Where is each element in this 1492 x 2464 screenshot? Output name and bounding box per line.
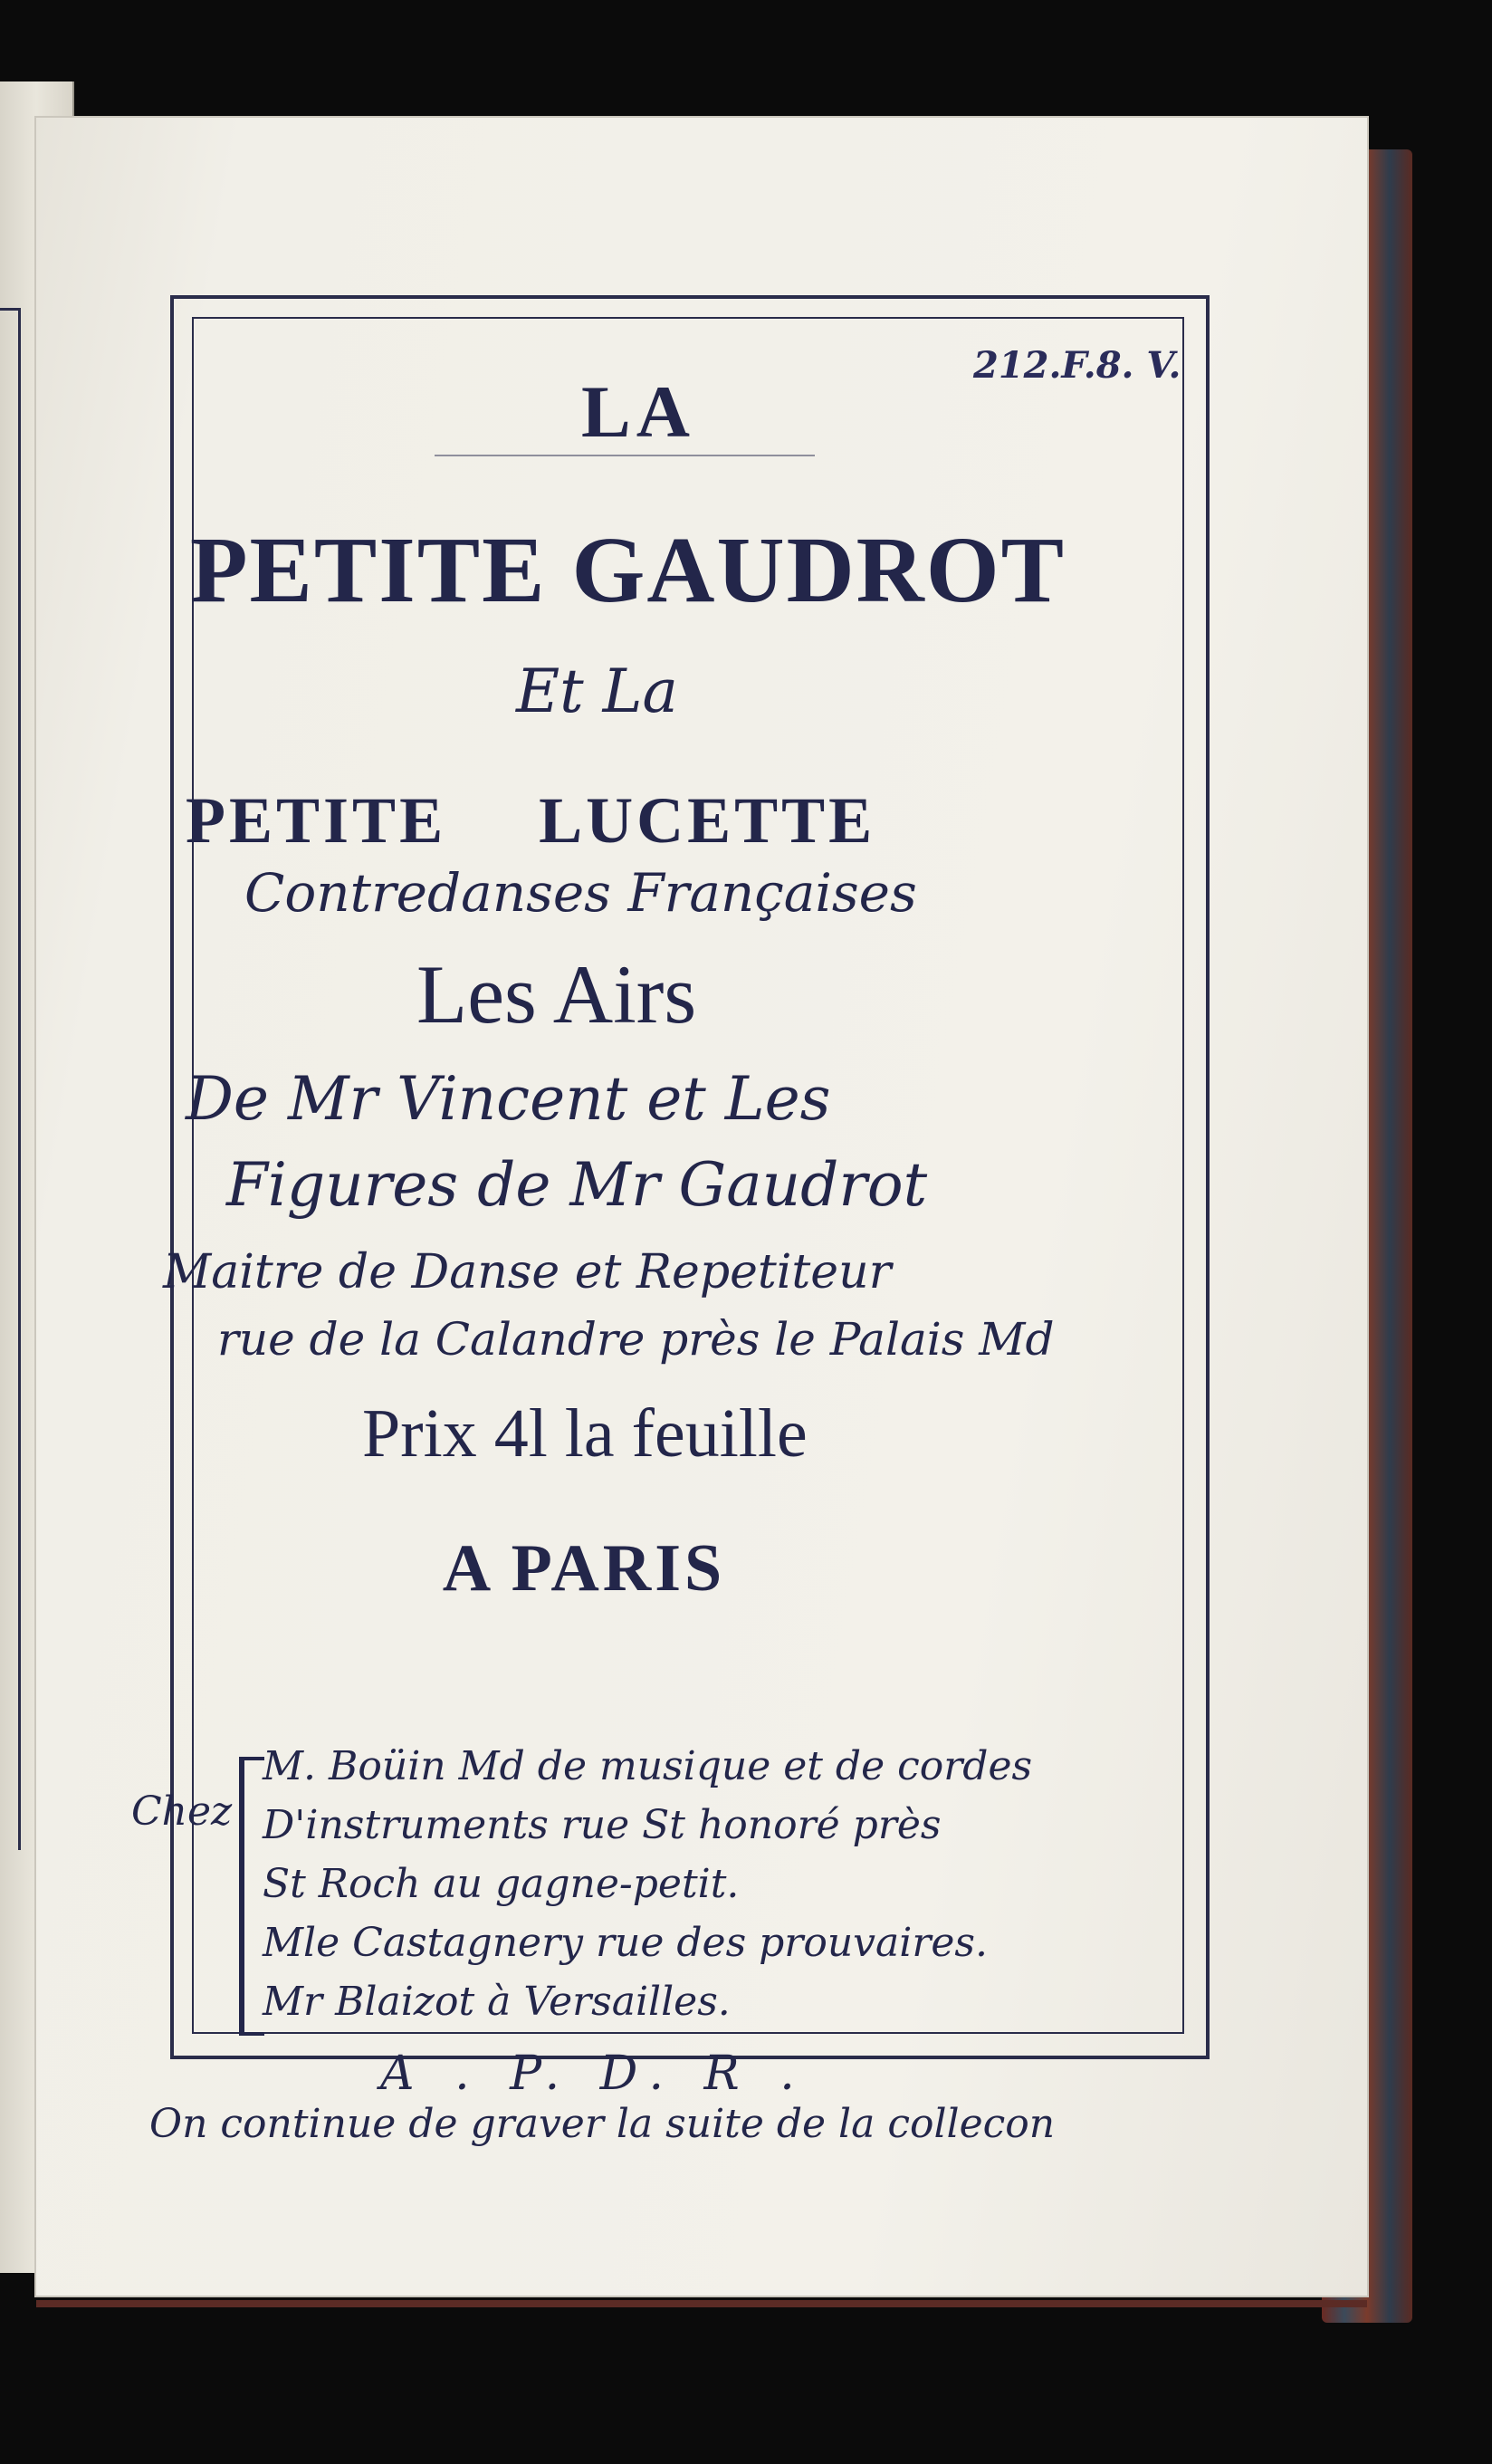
sellers-bracket bbox=[239, 1757, 264, 2036]
seller-line: St Roch au gagne-petit. bbox=[263, 1861, 740, 1907]
title-petite-lucette: PETITE LUCETTE bbox=[186, 784, 876, 857]
sellers-chez: Chez bbox=[131, 1788, 233, 1835]
title-page bbox=[36, 118, 1367, 2296]
price: Prix 4l la feuille bbox=[362, 1395, 808, 1472]
seller-line: Mr Blaizot à Versailles. bbox=[263, 1979, 731, 2025]
credit-address: rue de la Calandre près le Palais Md bbox=[217, 1313, 1055, 1366]
credit-maitre: Maitre de Danse et Repetiteur bbox=[163, 1245, 892, 1299]
subtitle-contredanses: Contredanses Françaises bbox=[244, 862, 917, 924]
place-paris: A PARIS bbox=[442, 1531, 726, 1606]
guide-rule bbox=[435, 455, 815, 456]
privilege: A . P. D. R . bbox=[380, 2047, 808, 2101]
les-airs: Les Airs bbox=[416, 948, 697, 1040]
page-bottom-edge bbox=[36, 2300, 1367, 2307]
shelfmark: 212.F.8. V. bbox=[973, 344, 1181, 387]
seller-line: Mle Castagnery rue des prouvaires. bbox=[263, 1920, 988, 1966]
continuation-note: On continue de graver la suite de la collecon bbox=[149, 2101, 1056, 2147]
title-la: LA bbox=[581, 370, 695, 453]
credit-figures: Figures de Mr Gaudrot bbox=[226, 1150, 928, 1220]
credit-vincent: De Mr Vincent et Les bbox=[186, 1064, 831, 1134]
title-et-la: Et La bbox=[516, 657, 678, 726]
seller-line: D'instruments rue St honoré près bbox=[263, 1802, 942, 1848]
left-page-frame-fragment bbox=[0, 308, 21, 1850]
title-petite-gaudrot: PETITE GAUDROT bbox=[190, 518, 1066, 622]
seller-line: M. Boüin Md de musique et de cordes bbox=[263, 1743, 1033, 1789]
